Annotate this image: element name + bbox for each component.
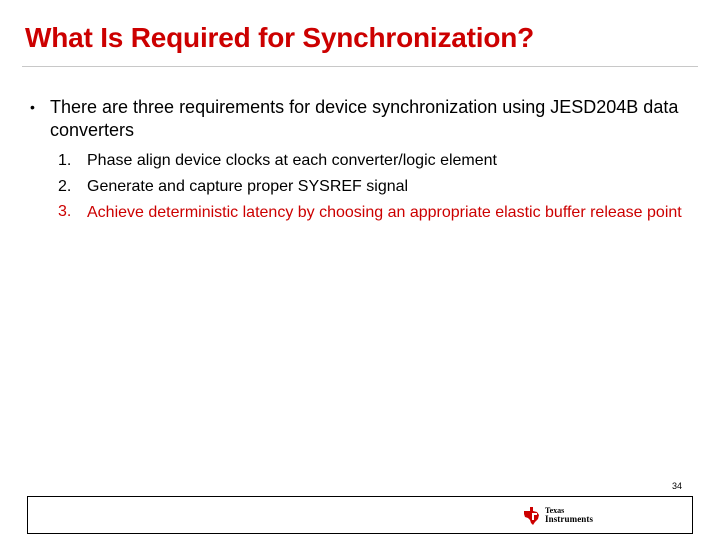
- slide-content: [30, 96, 690, 225]
- logo-line-2: Instruments: [545, 514, 594, 524]
- texas-state-icon: [522, 506, 542, 526]
- main-bullet-text: There are three requirements for device synchronization using JESD204B data converters: [50, 97, 679, 140]
- requirement-text: Phase align device clocks at each converter/logic element: [87, 152, 497, 169]
- requirement-item-1: [58, 148, 690, 174]
- requirement-item-3: [58, 200, 690, 225]
- slide-title: What Is Required for Synchronization?: [25, 22, 535, 53]
- requirements-list: [30, 148, 690, 225]
- logo-wordmark: [545, 507, 593, 523]
- requirement-number: 2.: [58, 178, 72, 195]
- requirement-item-2: [58, 174, 690, 200]
- texas-instruments-logo: [522, 505, 622, 527]
- title-divider: [22, 66, 698, 67]
- footer-bar: [27, 496, 693, 534]
- requirement-number: 3.: [58, 203, 72, 220]
- requirement-text: Generate and capture proper SYSREF signal: [87, 178, 409, 195]
- page-number: 34: [672, 481, 683, 491]
- requirement-text: Achieve deterministic latency by choosing an appropriate elastic buffer release point: [87, 204, 682, 221]
- requirement-number: 1.: [58, 152, 72, 169]
- logo-line-1: Texas: [545, 506, 565, 515]
- bullet-icon: •: [30, 99, 35, 115]
- main-bullet: [30, 96, 690, 142]
